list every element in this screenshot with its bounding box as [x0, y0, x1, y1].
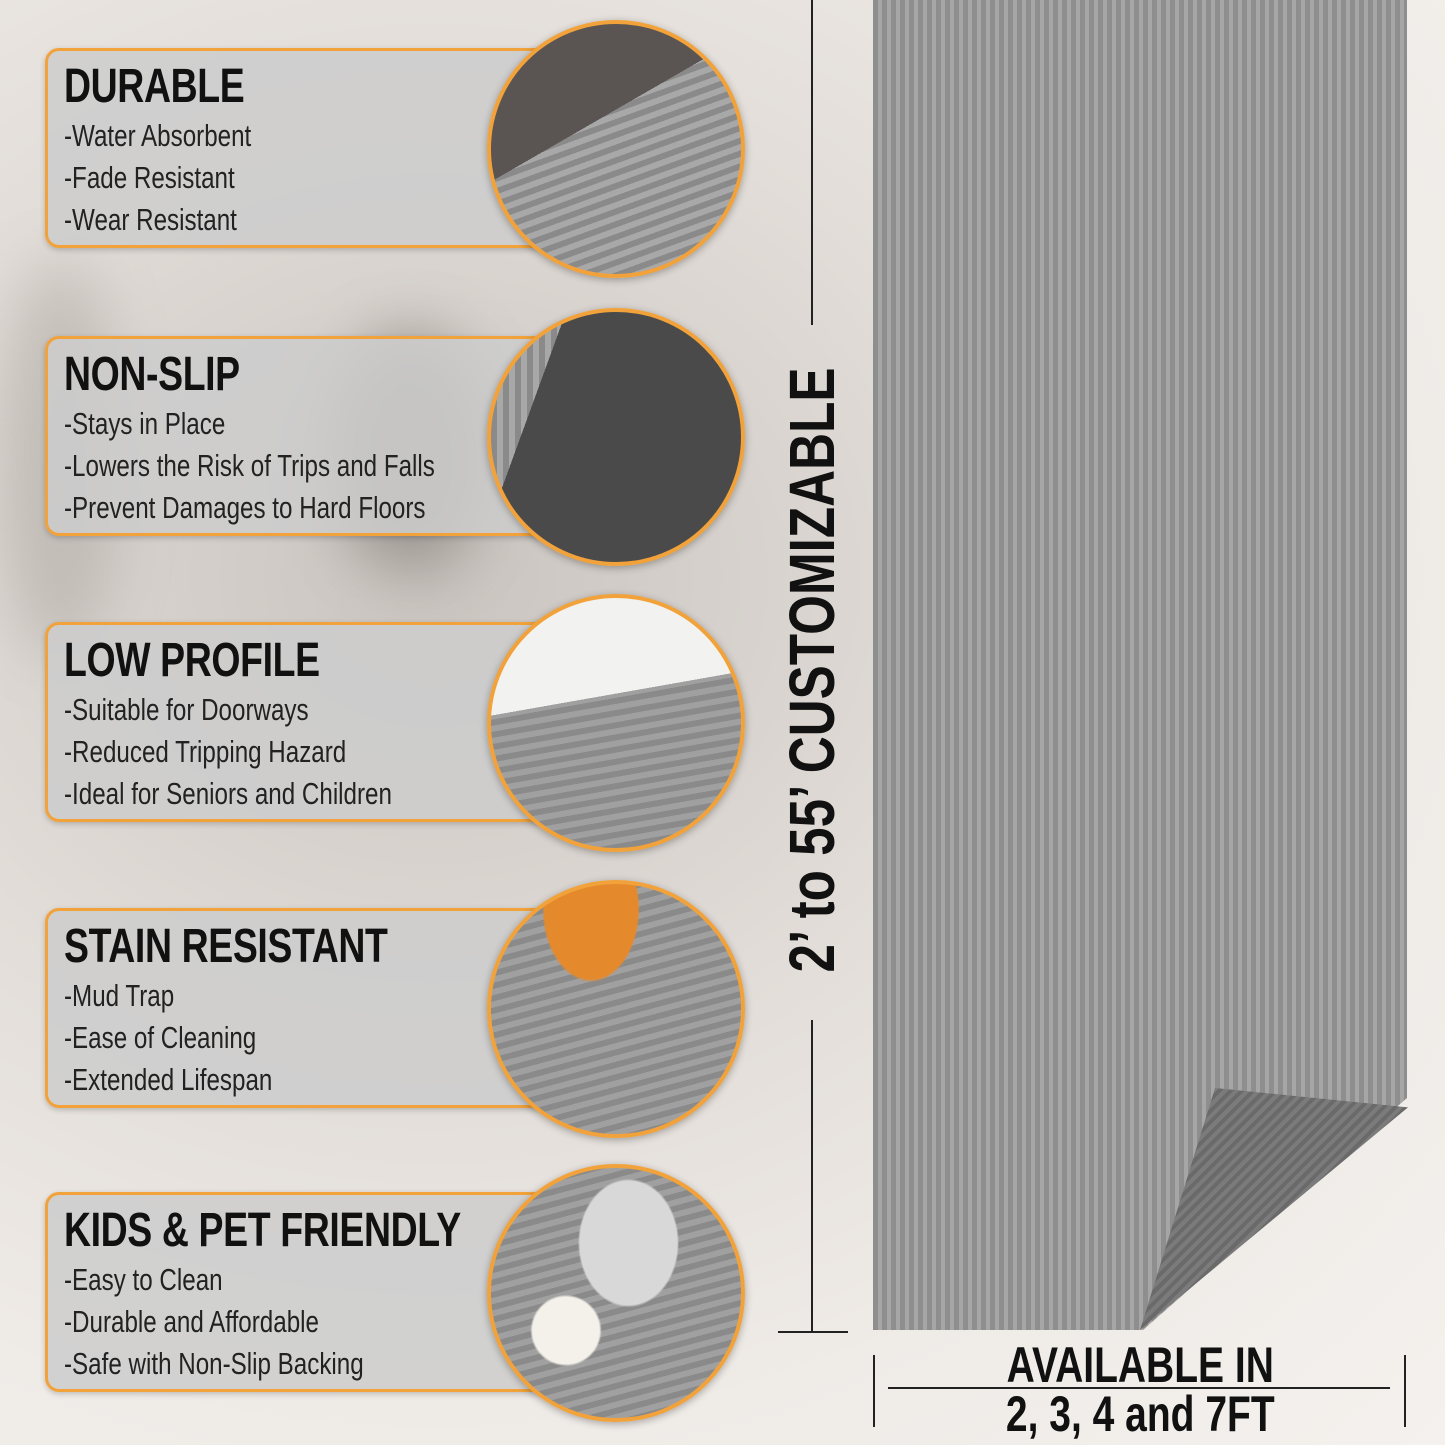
feature-image-cat-and-toys [487, 1164, 745, 1422]
feature-title: DURABLE [64, 60, 245, 113]
feature-image-metal-frame-on-mat [487, 20, 745, 278]
length-dimension-line-top [811, 0, 813, 325]
feature-item: -Ideal for Seniors and Children [64, 776, 392, 811]
feature-title: LOW PROFILE [64, 634, 320, 687]
feature-title: KIDS & PET FRIENDLY [64, 1204, 461, 1257]
feature-item: -Stays in Place [64, 406, 226, 441]
feature-title: STAIN RESISTANT [64, 920, 388, 973]
feature-item: -Wear Resistant [64, 202, 237, 237]
feature-item: -Mud Trap [64, 978, 175, 1013]
feature-item: -Safe with Non-Slip Backing [64, 1346, 364, 1381]
feature-image-door-and-robot-vacuum [487, 594, 745, 852]
width-label-line2 [873, 1385, 1407, 1443]
feature-item: -Lowers the Risk of Trips and Falls [64, 448, 435, 483]
feature-title: NON-SLIP [64, 348, 240, 401]
feature-item: -Suitable for Doorways [64, 692, 309, 727]
width-label-line2-text: 2, 3, 4 and 7FT [1005, 1386, 1275, 1442]
feature-item: -Durable and Affordable [64, 1304, 319, 1339]
feature-item: -Fade Resistant [64, 160, 235, 195]
width-label-line1-text: AVAILABLE IN [1006, 1337, 1274, 1393]
feature-item: -Reduced Tripping Hazard [64, 734, 347, 769]
feature-item: -Prevent Damages to Hard Floors [64, 490, 426, 525]
length-dimension-tick [778, 1331, 848, 1333]
feature-item: -Water Absorbent [64, 118, 252, 153]
feature-image-rubber-backing [487, 308, 745, 566]
length-dimension-line-bottom [811, 1020, 813, 1332]
feature-image-boot-muddy-footprints [487, 880, 745, 1138]
feature-item: -Extended Lifespan [64, 1062, 273, 1097]
feature-item: -Ease of Cleaning [64, 1020, 257, 1055]
length-label [775, 292, 849, 1048]
length-label-text: 2’ to 55’ CUSTOMIZABLE [776, 367, 848, 973]
feature-item: -Easy to Clean [64, 1262, 223, 1297]
